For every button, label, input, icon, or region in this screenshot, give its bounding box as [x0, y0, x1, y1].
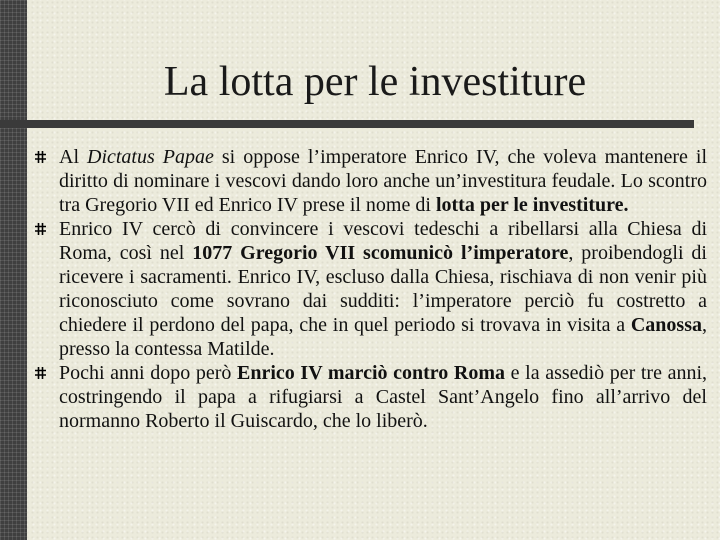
hash-bullet-icon [35, 223, 46, 235]
text-segment: Enrico IV cercò di convincere i vescovi tedeschi a ribellarsi alla Chiesa di Roma, così nel [59, 218, 707, 264]
list-item [35, 217, 707, 361]
list-item [35, 145, 707, 217]
item-text [59, 362, 707, 432]
bullet-list [35, 145, 707, 433]
bold-text: Enrico IV marciò contro Roma [237, 362, 506, 384]
bold-text: 1077 Gregorio VII scomunicò l’imperatore [192, 242, 569, 264]
text-segment: , presso la contessa Matilde. [59, 314, 707, 360]
bold-text: lotta per le investiture. [435, 194, 629, 216]
decorative-side-bar [0, 0, 27, 540]
text-segment: si oppose l’imperatore Enrico IV, che voleva mantenere il diritto di nominare i vescovi dando loro anche un’investitura feudale. Lo scontro tra Gregorio VII ed Enrico IV prese il nome di [59, 146, 707, 216]
bold-text: Canossa [630, 314, 702, 336]
text-segment: e la assediò per tre anni, costringendo il papa a rifugiarsi a Castel Sant’Angelo fino all’arrivo del normanno Roberto il Guiscardo, che lo liberò. [59, 362, 707, 432]
item-text [59, 218, 707, 360]
italic-text: Dictatus Papae [87, 146, 214, 168]
list-item [35, 361, 707, 433]
title-divider [0, 120, 694, 128]
slide-title: La lotta per le investiture [163, 59, 587, 105]
text-segment: , proibendogli di ricevere i sacramenti. Enrico IV, escluso dalla Chiesa, rischiava di non venir più riconosciuto come sovrano dai sudditi: l’imperatore perciò fu costretto a chiedere il perdono del papa, che in quel periodo si trovava in visita a [59, 242, 707, 336]
hash-bullet-icon [35, 151, 46, 163]
text-segment: Al [59, 146, 87, 168]
hash-bullet-icon [35, 367, 46, 379]
item-text [59, 146, 707, 216]
text-segment: Pochi anni dopo però [59, 362, 238, 384]
